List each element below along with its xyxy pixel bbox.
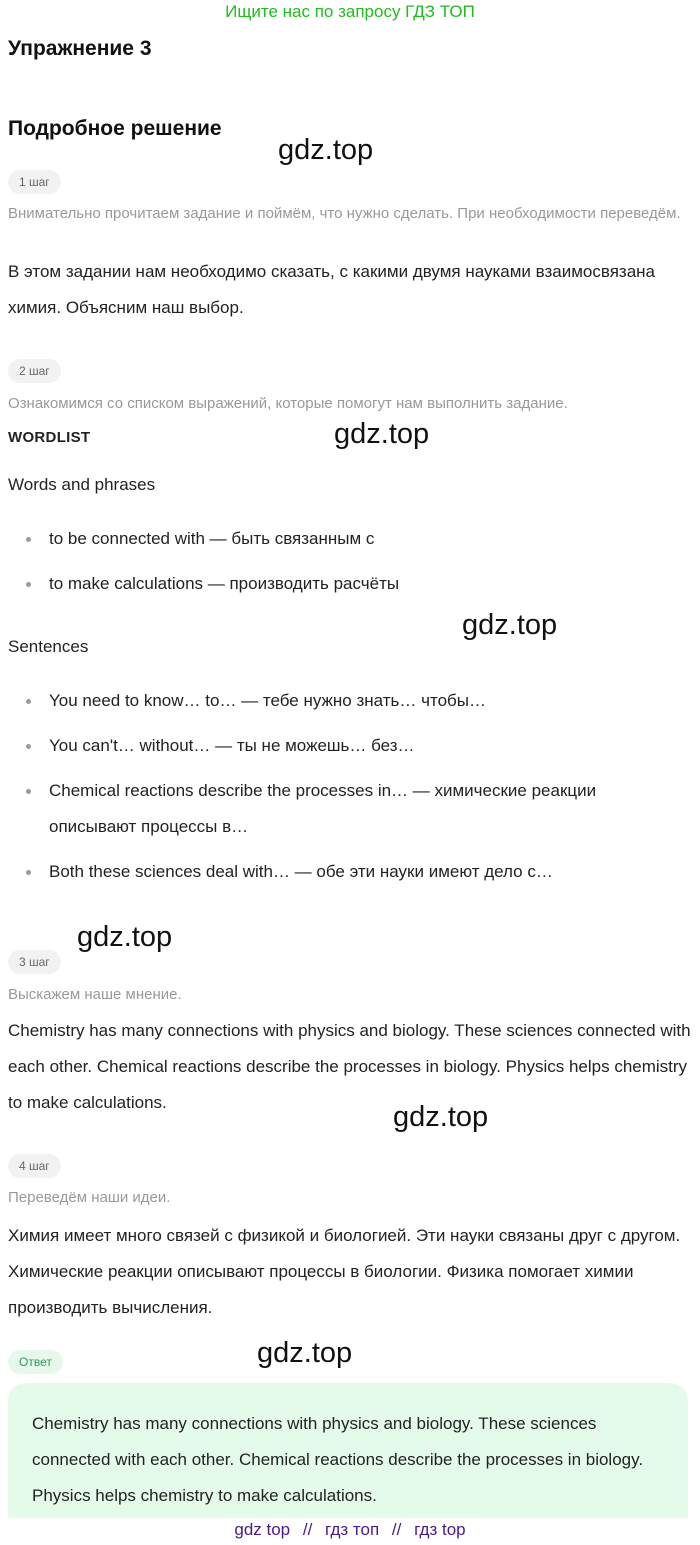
watermark: gdz.top: [334, 418, 430, 450]
list-item: to be connected with — быть связанным с: [20, 521, 680, 557]
footer-links: [0, 1520, 700, 1540]
watermark: gdz.top: [278, 134, 374, 166]
step-1-text: В этом задании нам необходимо сказать, с какими двумя науками взаимосвязана химия. Объясним наш выбор.: [8, 262, 656, 317]
step-3-badge: 3 шаг: [8, 950, 61, 974]
words-list: [20, 521, 680, 611]
watermark: gdz.top: [257, 1337, 353, 1369]
list-item: You need to know… to… — тебе нужно знать… чтобы…: [20, 683, 680, 719]
footer-link-gdz-top[interactable]: gdz top: [234, 1520, 291, 1539]
sentences-label: Sentences: [8, 637, 89, 656]
step-1-note: Внимательно прочитаем задание и поймём, что нужно сделать. При необходимости переведём.: [8, 205, 681, 222]
step-3-note: Выскажем наше мнение.: [8, 986, 182, 1003]
step-1-badge: 1 шаг: [8, 170, 61, 194]
list-item: Chemical reactions describe the processes in… — химические реакции описывают процессы в…: [20, 773, 680, 845]
answer-box: [8, 1383, 688, 1518]
footer-separator: //: [391, 1520, 402, 1539]
footer-separator: //: [302, 1520, 313, 1539]
step-4-badge: 4 шаг: [8, 1154, 61, 1178]
footer-link-gdz-top-ru[interactable]: гдз топ: [325, 1520, 380, 1539]
watermark: gdz.top: [462, 609, 558, 641]
step-4-note: Переведём наши идеи.: [8, 1189, 171, 1206]
answer-badge: Ответ: [8, 1350, 63, 1374]
answer-text: Chemistry has many connections with physics and biology. These sciences connected with each other. Chemical reactions describe the processes in biology. Physics helps chemistry to make calculations.: [32, 1414, 644, 1505]
watermark: gdz.top: [393, 1101, 489, 1133]
exercise-title: Упражнение 3: [8, 37, 152, 60]
words-and-phrases-label: Words and phrases: [8, 475, 156, 494]
watermark: gdz.top: [77, 921, 173, 953]
step-2-badge: 2 шаг: [8, 359, 61, 383]
footer-link-gdz-top-mixed[interactable]: гдз top: [414, 1520, 466, 1539]
sentences-list: [20, 683, 680, 899]
step-2-note: Ознакомимся со списком выражений, которые помогут нам выполнить задание.: [8, 395, 568, 412]
wordlist-heading: WORDLIST: [8, 429, 91, 446]
step-3-text: Chemistry has many connections with physics and biology. These sciences connected with each other. Chemical reactions describe the processes in biology. Physics helps chemistry to make calculations.: [8, 1021, 691, 1112]
search-hint-banner: Ищите нас по запросу ГДЗ ТОП: [225, 2, 475, 21]
list-item: to make calculations — производить расчёты: [20, 566, 680, 602]
list-item: Both these sciences deal with… — обе эти науки имеют дело с…: [20, 854, 680, 890]
step-4-text: Химия имеет много связей с физикой и биологией. Эти науки связаны друг с другом. Химические реакции описывают процессы в биологии. Физика помогает химии производить вычисления.: [8, 1226, 681, 1317]
section-title: Подробное решение: [8, 117, 222, 140]
list-item: You can't… without… — ты не можешь… без…: [20, 728, 680, 764]
